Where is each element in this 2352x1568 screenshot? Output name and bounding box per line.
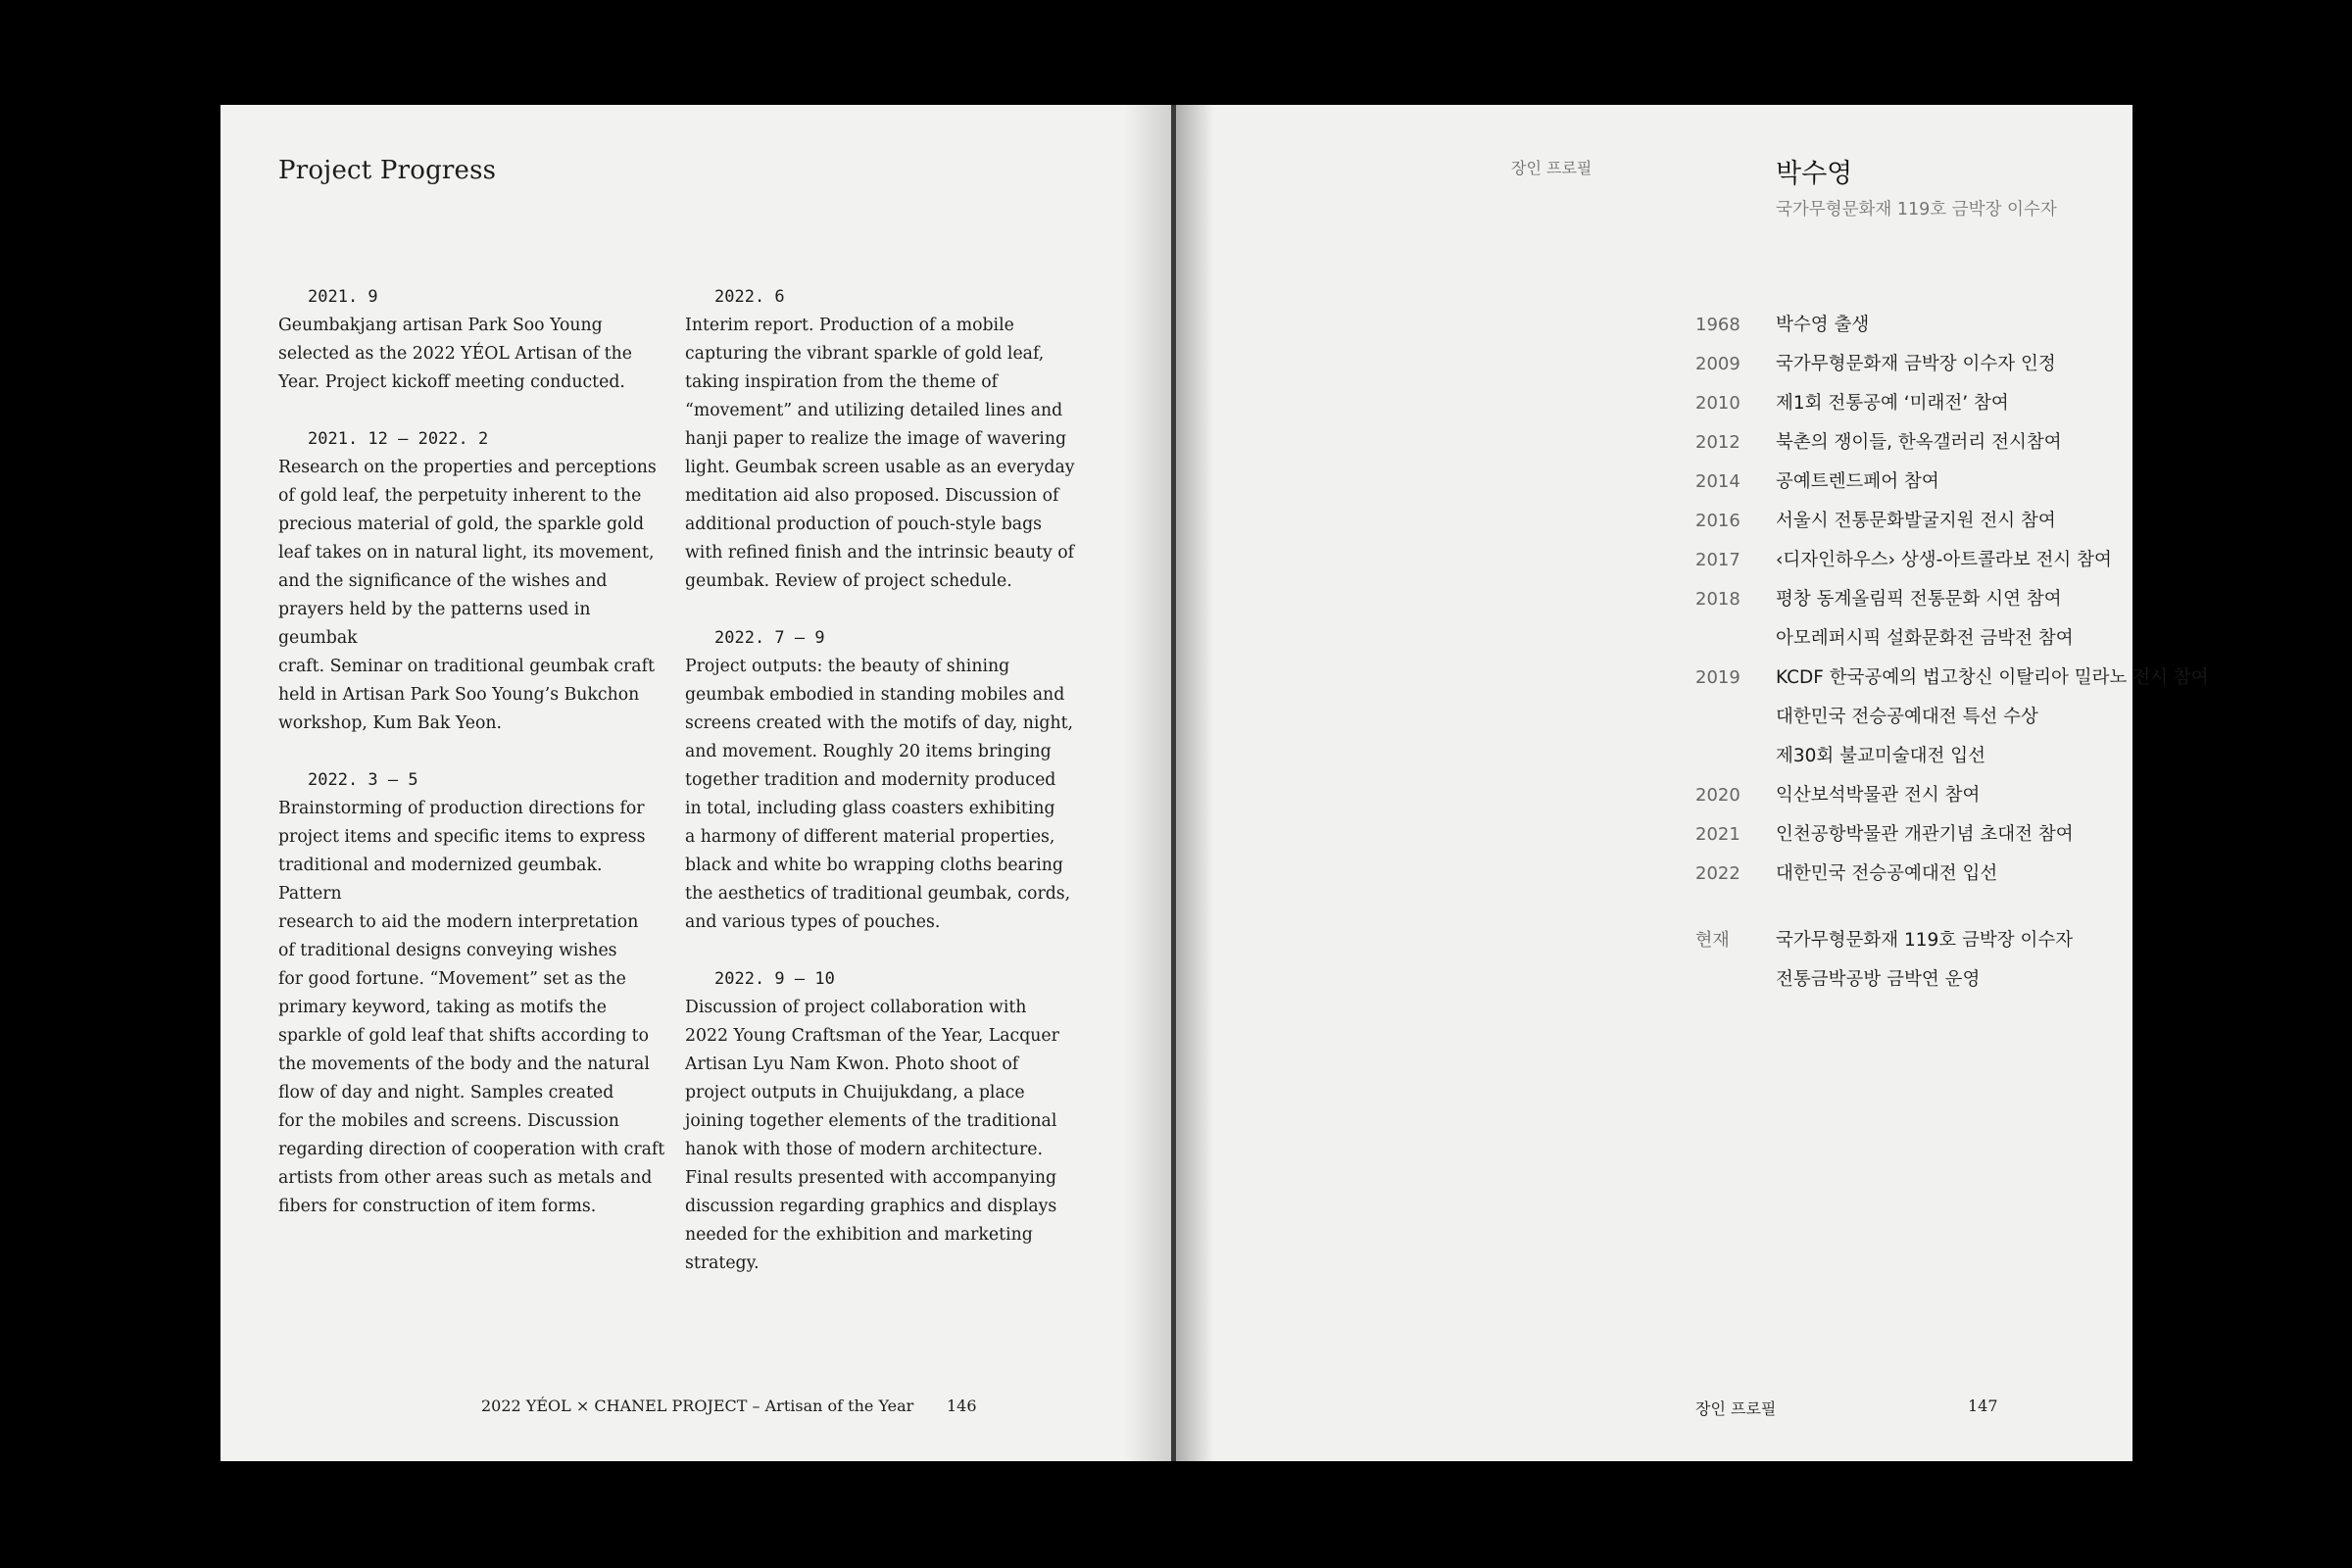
- timeline-item: 대한민국 전승공예대전 입선: [1776, 863, 1998, 884]
- entry-date: 2021. 12 – 2022. 2: [308, 429, 489, 449]
- progress-entry: [278, 425, 670, 738]
- timeline-item: 대한민국 전승공예대전 특선 수상: [1776, 707, 2038, 727]
- timeline-year: 2014: [1695, 471, 1740, 492]
- timeline-item: 익산보석박물관 전시 참여: [1776, 785, 1981, 806]
- progress-entry: [278, 283, 670, 397]
- timeline-item: 박수영 출생: [1776, 315, 1870, 335]
- timeline-year: 2016: [1695, 511, 1740, 531]
- timeline-current-label: 현재: [1695, 930, 1730, 951]
- timeline-row: [1695, 776, 2127, 815]
- artisan-name: 박수영: [1776, 159, 1853, 189]
- timeline-row: [1695, 580, 2127, 659]
- timeline-item: 국가무형문화재 119호 금박장 이수자: [1776, 930, 2074, 951]
- timeline-item: 인천공항박물관 개관기념 초대전 참여: [1776, 824, 2074, 845]
- entry-date: 2022. 6: [714, 287, 785, 307]
- entry-text: Project outputs: the beauty of shining geumbak embodied in standing mobiles and screens created with the motifs of day, night, and movement. Roughly 20 items bringing together tradition and modernity produced in total, including glass coasters exhibiting a harmony of different material properties, black and white bo wrapping cloths bearing the aesthetics of traditional geumbak, cords, and various types of pouches.: [685, 657, 1074, 932]
- career-timeline: [1695, 306, 2209, 1000]
- entry-text: Brainstorming of production directions for project items and specific items to express traditional and modernized geumbak. Pattern research to aid the modern interpretation of traditional designs conveying wishes for good fortune. “Movement” set as the primary keyword, taking as motifs the sparkle of gold leaf that shifts according to the movements of the body and the natural flow of day and night. Samples created for the mobiles and screens. Discussion regarding direction of cooperation with craft artists from other areas such as metals and fibers for construction of item forms.: [278, 799, 665, 1216]
- section-label: 장인 프로필: [1511, 159, 1592, 177]
- progress-column-1: [278, 283, 670, 1250]
- timeline-year: 2018: [1695, 589, 1740, 610]
- timeline-row: [1695, 855, 2127, 894]
- progress-entry: [278, 766, 670, 1221]
- timeline-year: 2009: [1695, 354, 1740, 374]
- book-spread: [220, 105, 2209, 1461]
- artisan-subtitle: 국가무형문화재 119호 금박장 이수자: [1776, 200, 2057, 220]
- timeline-year: 2010: [1695, 393, 1740, 414]
- entry-text: Discussion of project collaboration with 2022 Young Craftsman of the Year, Lacquer Artisan Lyu Nam Kwon. Photo shoot of project outputs in Chuijukdang, a place joining together elements of the traditional hanok with those of modern architecture. Final results presented with accompanying discussion regarding graphics and displays needed for the exhibition and marketing strategy.: [685, 998, 1059, 1273]
- timeline-item: 서울시 전통문화발굴지원 전시 참여: [1776, 511, 2056, 531]
- timeline-item: 국가무형문화재 금박장 이수자 인정: [1776, 354, 2056, 374]
- timeline-row: [1695, 306, 2127, 345]
- page-title: Project Progress: [278, 156, 497, 185]
- gutter-shadow: [1176, 105, 1213, 1461]
- timeline-item: 제1회 전통공예 ‘미래전’ 참여: [1776, 393, 2009, 414]
- timeline-year: 2021: [1695, 824, 1740, 845]
- progress-entry: [685, 624, 1077, 937]
- timeline-row: [1695, 463, 2127, 502]
- timeline-item: KCDF 한국공예의 법고창신 이탈리아 밀라노 전시 참여: [1776, 667, 2209, 688]
- entry-date: 2022. 3 – 5: [308, 770, 418, 790]
- timeline-item: 북촌의 쟁이들, 한옥갤러리 전시참여: [1776, 432, 2062, 453]
- footer-title: 장인 프로필: [1695, 1399, 1777, 1418]
- timeline-item: ‹디자인하우스› 상생-아트콜라보 전시 참여: [1776, 550, 2112, 570]
- timeline-item: 제30회 불교미술대전 입선: [1776, 746, 1986, 766]
- gutter-shadow: [1124, 105, 1171, 1461]
- page-number: 147: [1968, 1396, 1998, 1415]
- entry-date: 2022. 9 – 10: [714, 969, 835, 989]
- timeline-year: 1968: [1695, 315, 1740, 335]
- timeline-year: 2022: [1695, 863, 1740, 884]
- timeline-year: 2020: [1695, 785, 1740, 806]
- left-page: [220, 105, 1171, 1461]
- timeline-item: 전통금박공방 금박연 운영: [1776, 969, 1981, 990]
- footer-title: 2022 YÉOL × CHANEL PROJECT – Artisan of the Year: [481, 1396, 914, 1415]
- page-number: 146: [947, 1396, 977, 1415]
- timeline-year: 2017: [1695, 550, 1740, 570]
- timeline-row: [1695, 345, 2127, 384]
- timeline-item: 평창 동계올림픽 전통문화 시연 참여: [1776, 589, 2062, 610]
- right-page: [1176, 105, 2209, 1461]
- timeline-row: [1695, 384, 2127, 423]
- timeline-row: [1695, 423, 2127, 463]
- entry-date: 2021. 9: [308, 287, 378, 307]
- progress-entry: [685, 965, 1077, 1278]
- timeline-year: 2012: [1695, 432, 1740, 453]
- entry-date: 2022. 7 – 9: [714, 628, 825, 648]
- entry-text: Geumbakjang artisan Park Soo Young selected as the 2022 YÉOL Artisan of the Year. Project kickoff meeting conducted.: [278, 316, 632, 392]
- timeline-row: [1695, 502, 2127, 541]
- timeline-item: 아모레퍼시픽 설화문화전 금박전 참여: [1776, 628, 2074, 649]
- progress-column-2: [685, 283, 1077, 1306]
- progress-entry: [685, 283, 1077, 596]
- timeline-row: [1695, 659, 2209, 776]
- timeline-year: 2019: [1695, 667, 1740, 688]
- timeline-row: [1695, 541, 2127, 580]
- entry-text: Interim report. Production of a mobile capturing the vibrant sparkle of gold leaf, taking inspiration from the theme of “movement” and utilizing detailed lines and hanji paper to realize the image of wavering light. Geumbak screen usable as an everyday meditation aid also proposed. Discussion of additional production of pouch-style bags with refined finish and the intrinsic beauty of geumbak. Review of project schedule.: [685, 316, 1075, 591]
- entry-text: Research on the properties and perceptions of gold leaf, the perpetuity inherent to the precious material of gold, the sparkle gold leaf takes on in natural light, its movement, and the significance of the wishes and prayers held by the patterns used in geumbak craft. Seminar on traditional geumbak craft held in Artisan Park Soo Young’s Bukchon workshop, Kum Bak Yeon.: [278, 458, 657, 733]
- timeline-item: 공예트렌드페어 참여: [1776, 471, 1939, 492]
- timeline-current-row: [1695, 921, 2127, 1000]
- timeline-row: [1695, 815, 2127, 855]
